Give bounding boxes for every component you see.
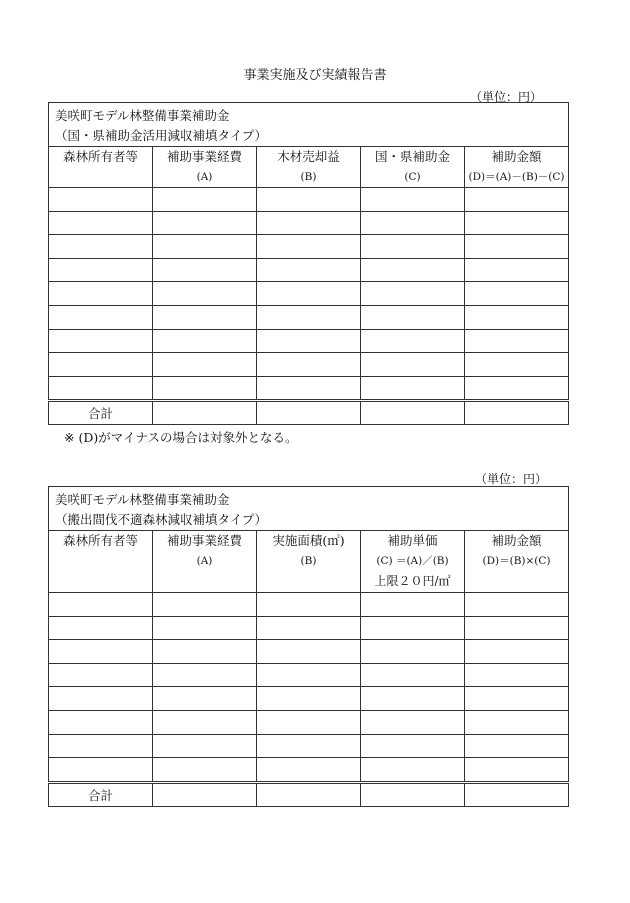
header-sub: (D)＝(B)×(C) (482, 555, 551, 567)
table1-header-row (49, 147, 569, 188)
table2-data-cell[interactable] (257, 687, 361, 711)
table1-header-owner (49, 147, 153, 188)
table2-title-row (49, 487, 569, 531)
table2-data-cell[interactable] (49, 687, 153, 711)
table2-data-row (49, 663, 569, 687)
table1-data-cell[interactable] (49, 235, 153, 259)
table1-total-cell[interactable] (153, 401, 257, 425)
header-label: 実施面積(㎡) (272, 533, 345, 548)
table1-data-cell[interactable] (49, 258, 153, 282)
table1-data-cell[interactable] (49, 211, 153, 235)
table2-data-cell[interactable] (465, 663, 569, 687)
table2-data-cell[interactable] (361, 687, 465, 711)
table2-data-row (49, 758, 569, 783)
table1-title-cell (49, 103, 569, 147)
table1-header-subsidy (361, 147, 465, 188)
table1-data-cell[interactable] (49, 188, 153, 212)
header-sub: (A) (196, 555, 213, 567)
table1-data-cell[interactable] (153, 282, 257, 306)
table1-data-cell[interactable] (49, 329, 153, 353)
table1-data-cell[interactable] (361, 305, 465, 329)
table2-total-row (49, 782, 569, 806)
table1-data-cell[interactable] (257, 282, 361, 306)
table2-data-cell[interactable] (153, 734, 257, 758)
table1-body (49, 188, 569, 401)
table1-data-cell[interactable] (465, 353, 569, 377)
table2-data-cell[interactable] (257, 663, 361, 687)
header-sub: (B) (300, 171, 317, 183)
table2-data-cell[interactable] (465, 616, 569, 640)
table1-data-cell[interactable] (257, 329, 361, 353)
table1-data-cell[interactable] (465, 329, 569, 353)
table2-data-cell[interactable] (257, 710, 361, 734)
table2-data-cell[interactable] (153, 687, 257, 711)
table1-data-row (49, 282, 569, 306)
table2-header-amount (465, 531, 569, 593)
table1-data-cell[interactable] (465, 305, 569, 329)
table1-data-cell[interactable] (153, 376, 257, 401)
table2-data-row (49, 710, 569, 734)
table1-total-row (49, 401, 569, 425)
table1-data-cell[interactable] (257, 211, 361, 235)
table1-data-cell[interactable] (153, 211, 257, 235)
table2-data-cell[interactable] (153, 640, 257, 664)
table2-data-cell[interactable] (361, 640, 465, 664)
table1-name-line2: （国・県補助金活用減収補填タイプ） (55, 128, 268, 143)
table1-total-cell[interactable] (257, 401, 361, 425)
table2-data-row (49, 640, 569, 664)
document-title: 事業実施及び実績報告書 (243, 68, 387, 83)
table2-data-cell[interactable] (361, 758, 465, 783)
table2-data-cell[interactable] (49, 616, 153, 640)
table1-total-label: 合計 (49, 401, 153, 425)
table2-data-row (49, 687, 569, 711)
table1-data-cell[interactable] (465, 282, 569, 306)
table1-data-cell[interactable] (465, 211, 569, 235)
table1-total-cell[interactable] (465, 401, 569, 425)
table1-data-cell[interactable] (153, 329, 257, 353)
header-sub: (D)＝(A)－(B)－(C) (468, 171, 565, 183)
header-label: 補助事業経費 (166, 149, 242, 164)
header-label: 森林所有者等 (62, 149, 138, 164)
table1-data-cell[interactable] (49, 282, 153, 306)
table1-data-row (49, 353, 569, 377)
table1-data-cell[interactable] (465, 235, 569, 259)
table2-data-cell[interactable] (153, 758, 257, 783)
table1-data-cell[interactable] (49, 305, 153, 329)
table2-data-cell[interactable] (49, 640, 153, 664)
table2-data-row (49, 734, 569, 758)
table2-data-row (49, 593, 569, 617)
table1-title-row (49, 103, 569, 147)
table1-data-cell[interactable] (257, 235, 361, 259)
table1-data-cell[interactable] (49, 376, 153, 401)
table1-data-cell[interactable] (361, 258, 465, 282)
table1-data-row (49, 305, 569, 329)
table1-data-cell[interactable] (257, 305, 361, 329)
table1-header-amount (465, 147, 569, 188)
header-label: 補助事業経費 (166, 533, 242, 548)
table1-header-timber-sale (257, 147, 361, 188)
table2-header-owner (49, 531, 153, 593)
table2-data-cell[interactable] (257, 640, 361, 664)
header-label: 補助金額 (491, 149, 542, 164)
table2-data-cell[interactable] (257, 616, 361, 640)
table2-data-cell[interactable] (257, 593, 361, 617)
table2-data-cell[interactable] (465, 687, 569, 711)
table2-name-line2: （搬出間伐不適森林減収補填タイプ） (55, 512, 268, 527)
table2-data-cell[interactable] (361, 663, 465, 687)
table2-data-cell[interactable] (361, 593, 465, 617)
table1-unit-label: （単位：円） (470, 90, 543, 104)
table2-data-cell[interactable] (257, 734, 361, 758)
table2-header-area (257, 531, 361, 593)
table2-data-cell[interactable] (465, 734, 569, 758)
table1-data-row (49, 211, 569, 235)
table1-total-cell[interactable] (361, 401, 465, 425)
header-sub: (A) (196, 171, 213, 183)
table1-data-cell[interactable] (257, 258, 361, 282)
table2-name-line1: 美咲町モデル林整備事業補助金 (55, 492, 230, 507)
table1-data-cell[interactable] (49, 353, 153, 377)
table2-data-cell[interactable] (361, 734, 465, 758)
table2-data-cell[interactable] (465, 593, 569, 617)
table1-data-row (49, 258, 569, 282)
table1-data-cell[interactable] (361, 282, 465, 306)
header-label: 補助単価 (387, 533, 438, 548)
table2-data-cell[interactable] (361, 710, 465, 734)
table1-data-cell[interactable] (361, 235, 465, 259)
header-label: 森林所有者等 (62, 533, 138, 548)
table2-data-cell[interactable] (465, 710, 569, 734)
table2-header-row (49, 531, 569, 593)
table1-data-cell[interactable] (153, 258, 257, 282)
table2-data-row (49, 616, 569, 640)
table2 (48, 486, 569, 807)
table2-data-cell[interactable] (49, 758, 153, 783)
table2-total-cell[interactable] (361, 782, 465, 806)
table2-data-cell[interactable] (153, 616, 257, 640)
table2-total-cell[interactable] (153, 782, 257, 806)
table2-data-cell[interactable] (361, 616, 465, 640)
table1-data-cell[interactable] (153, 188, 257, 212)
table2-data-cell[interactable] (153, 593, 257, 617)
table1-data-cell[interactable] (361, 188, 465, 212)
table1-data-cell[interactable] (465, 258, 569, 282)
header-label: 国・県補助金 (374, 149, 450, 164)
header-label: 補助金額 (491, 533, 542, 548)
table2-data-cell[interactable] (49, 710, 153, 734)
header-sub: (C) (404, 171, 421, 183)
table2-data-cell[interactable] (153, 663, 257, 687)
table1-data-cell[interactable] (257, 376, 361, 401)
table2-data-cell[interactable] (465, 640, 569, 664)
table1-data-cell[interactable] (361, 329, 465, 353)
table2-header-unit-price (361, 531, 465, 593)
table1-data-row (49, 235, 569, 259)
table1-data-cell[interactable] (257, 188, 361, 212)
table2-total-cell[interactable] (465, 782, 569, 806)
table2-data-cell[interactable] (49, 734, 153, 758)
table1 (48, 102, 569, 425)
table2-data-cell[interactable] (257, 758, 361, 783)
table1-data-cell[interactable] (465, 188, 569, 212)
table2-body (49, 593, 569, 783)
header-sub: (B) (300, 555, 317, 567)
header-sub: (C) ＝(A)／(B) (376, 555, 449, 567)
table1-name-line1: 美咲町モデル林整備事業補助金 (55, 108, 230, 123)
table2-header-cost (153, 531, 257, 593)
table2-data-cell[interactable] (153, 710, 257, 734)
table1-note: ※ (D)がマイナスの場合は対象外となる。 (64, 430, 298, 445)
header-sub2: 上限２０円/㎡ (374, 574, 451, 588)
table2-data-cell[interactable] (49, 663, 153, 687)
table1-data-cell[interactable] (257, 353, 361, 377)
table1-header-cost (153, 147, 257, 188)
table1-data-cell[interactable] (361, 211, 465, 235)
table2-title-cell (49, 487, 569, 531)
table1-data-cell[interactable] (361, 376, 465, 401)
table1-data-row (49, 376, 569, 401)
table1-data-cell[interactable] (153, 235, 257, 259)
table1-data-cell[interactable] (153, 353, 257, 377)
table2-total-cell[interactable] (257, 782, 361, 806)
table1-data-cell[interactable] (465, 376, 569, 401)
table1-data-row (49, 188, 569, 212)
header-label: 木材売却益 (277, 149, 340, 164)
table1-data-cell[interactable] (153, 305, 257, 329)
table1-data-cell[interactable] (361, 353, 465, 377)
table2-data-cell[interactable] (465, 758, 569, 783)
table2-total-label: 合計 (49, 782, 153, 806)
table2-data-cell[interactable] (49, 593, 153, 617)
table2-unit-label: （単位：円） (475, 472, 548, 486)
table1-data-row (49, 329, 569, 353)
